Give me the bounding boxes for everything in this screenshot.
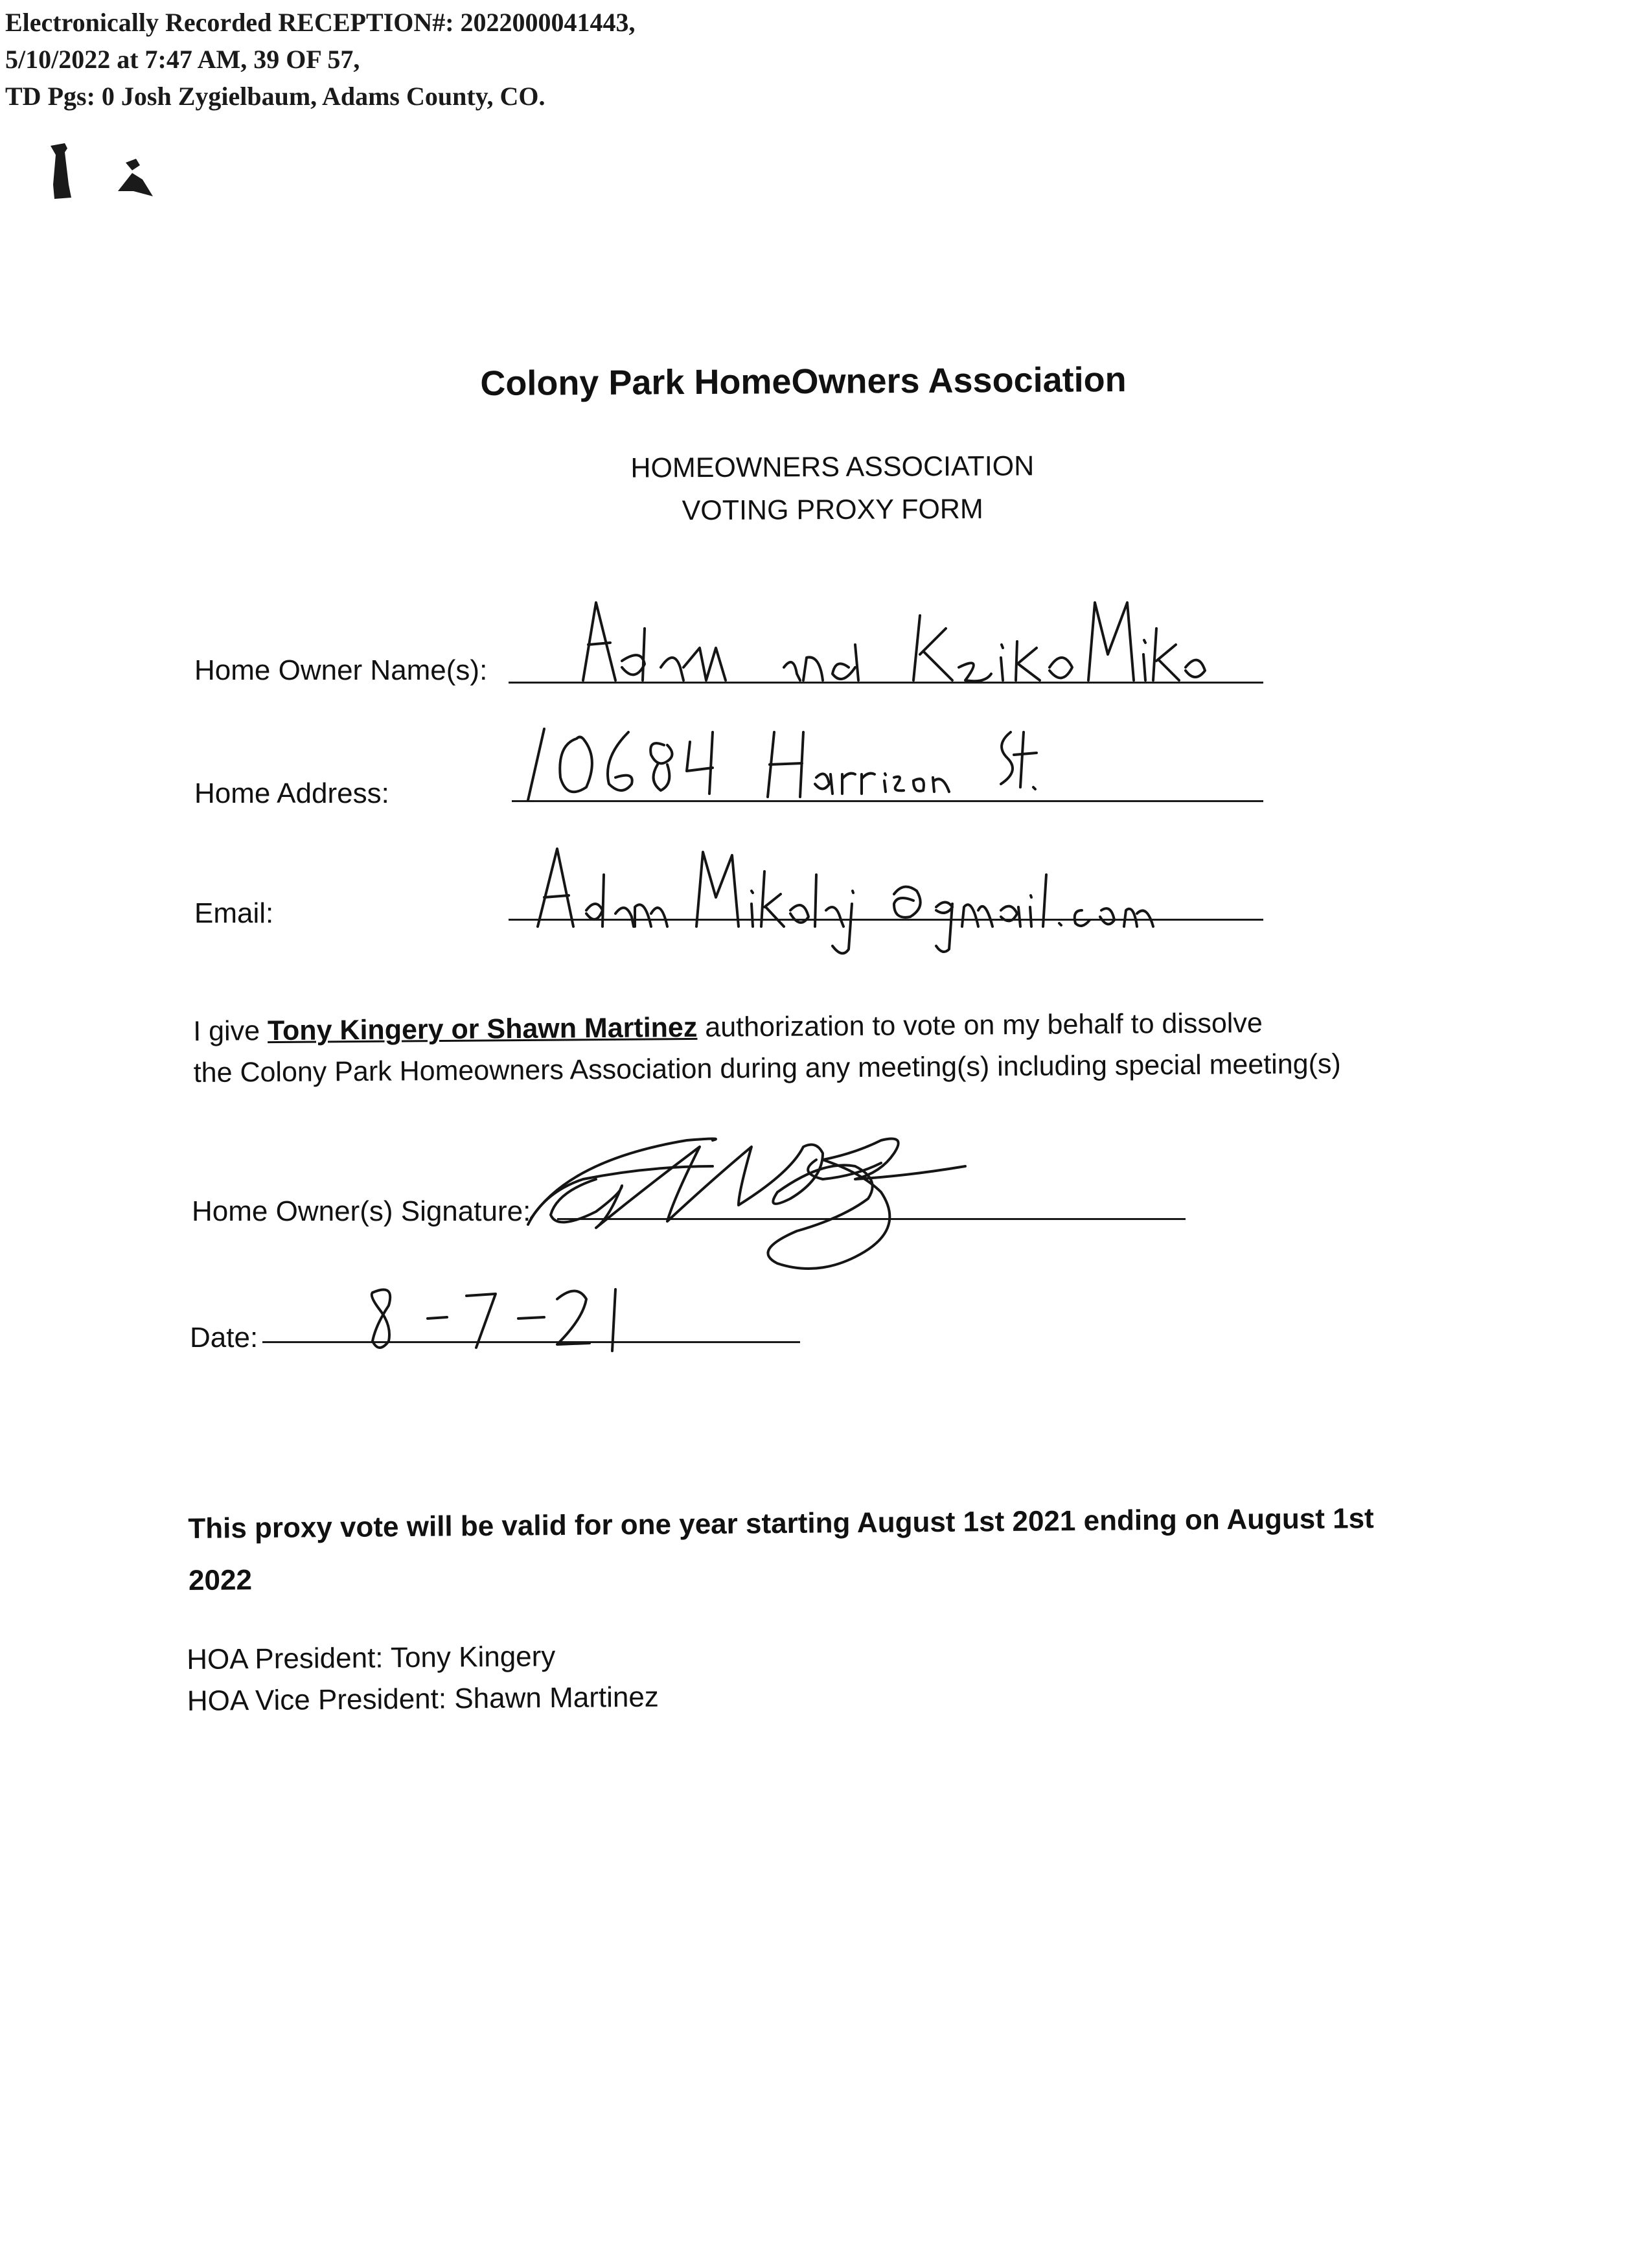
proxy-names: Tony Kingery or Shawn Martinez — [267, 1011, 698, 1047]
hoa-vice-president: HOA Vice President: Shawn Martinez — [187, 1681, 660, 1717]
recording-stamp — [5, 4, 636, 115]
document-title: Colony Park HomeOwners Association — [480, 360, 1127, 404]
owner-name-handwriting — [570, 583, 1218, 700]
stamp-line-2: 5/10/2022 at 7:47 AM, 39 OF 57, — [5, 45, 360, 74]
officers-list — [187, 1635, 659, 1722]
hoa-president: HOA President: Tony Kingery — [187, 1641, 556, 1675]
validity-line-2: 2022 — [188, 1564, 253, 1596]
signature-label: Home Owner(s) Signature: — [192, 1195, 531, 1227]
address-handwriting — [518, 719, 1101, 810]
stamp-line-1: Electronically Recorded RECEPTION#: 2022000041443, — [5, 8, 636, 37]
date-label: Date: — [190, 1322, 258, 1353]
address-label: Home Address: — [194, 777, 389, 809]
owner-signature — [518, 1101, 1050, 1283]
validity-line-1: This proxy vote will be valid for one year starting August 1st 2021 ending on August 1st — [188, 1502, 1374, 1545]
authorization-line-2: the Colony Park Homeowners Association during any meeting(s) including special meeting(s) — [193, 1048, 1341, 1088]
email-label: Email: — [194, 897, 274, 929]
authorization-prefix: I give — [193, 1015, 268, 1047]
validity-statement — [188, 1491, 1549, 1607]
subtitle-line-1: HOMEOWNERS ASSOCIATION — [630, 450, 1035, 484]
subtitle-line-2: VOTING PROXY FORM — [682, 493, 983, 527]
scan-mark-icon — [45, 139, 162, 211]
form-subtitle — [0, 441, 1652, 535]
email-handwriting — [531, 836, 1244, 952]
owner-name-label: Home Owner Name(s): — [194, 654, 488, 686]
authorization-suffix: authorization to vote on my behalf to dissolve — [697, 1007, 1263, 1043]
authorization-paragraph — [193, 1002, 1341, 1094]
stamp-line-3: TD Pgs: 0 Josh Zygielbaum, Adams County, CO. — [5, 82, 545, 111]
date-handwriting — [363, 1280, 674, 1357]
